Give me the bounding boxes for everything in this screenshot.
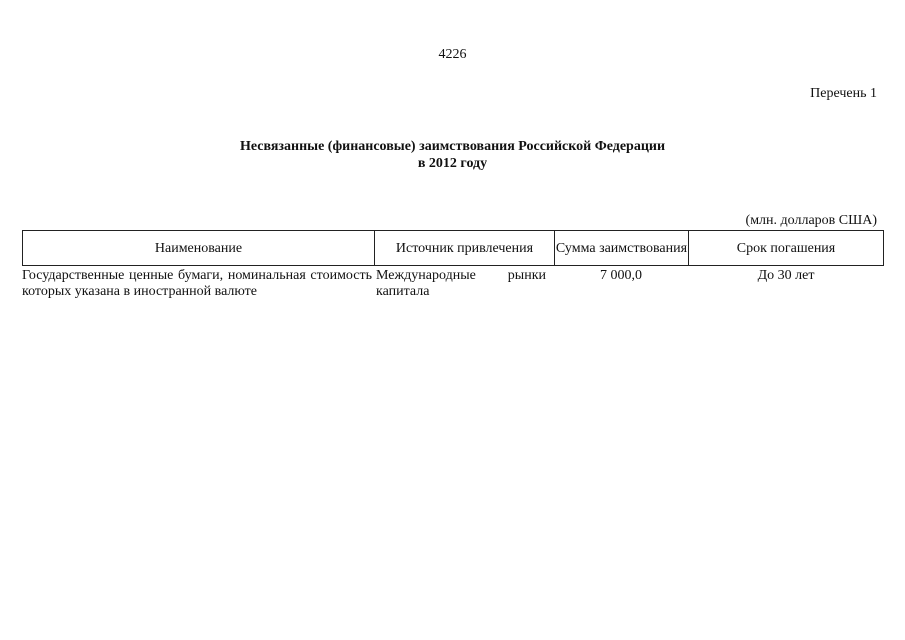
units-note: (млн. долларов США) [745,213,877,228]
page-number: 4226 [438,47,467,62]
title-line-1: Несвязанные (финансовые) заимствования Российской Федерации [239,139,666,154]
title-line-2: в 2012 году [417,156,488,171]
header-amount: Сумма заимствования [554,231,688,265]
table-row [22,266,884,300]
header-term: Срок погашения [688,231,884,265]
cell-term: До 30 лет [757,268,815,283]
document-title [0,138,905,172]
cell-source: Международные рынки капитала [376,268,546,299]
header-name: Наименование [22,231,374,265]
table-header [22,230,884,266]
borrowings-table [22,230,884,300]
cell-amount: 7 000,0 [600,268,642,283]
cell-name: Государственные ценные бумаги, номинальная стоимость которых указана в иностранной валюте [22,268,372,299]
header-source: Источник привлечения [374,231,554,265]
list-label: Перечень 1 [810,86,877,101]
